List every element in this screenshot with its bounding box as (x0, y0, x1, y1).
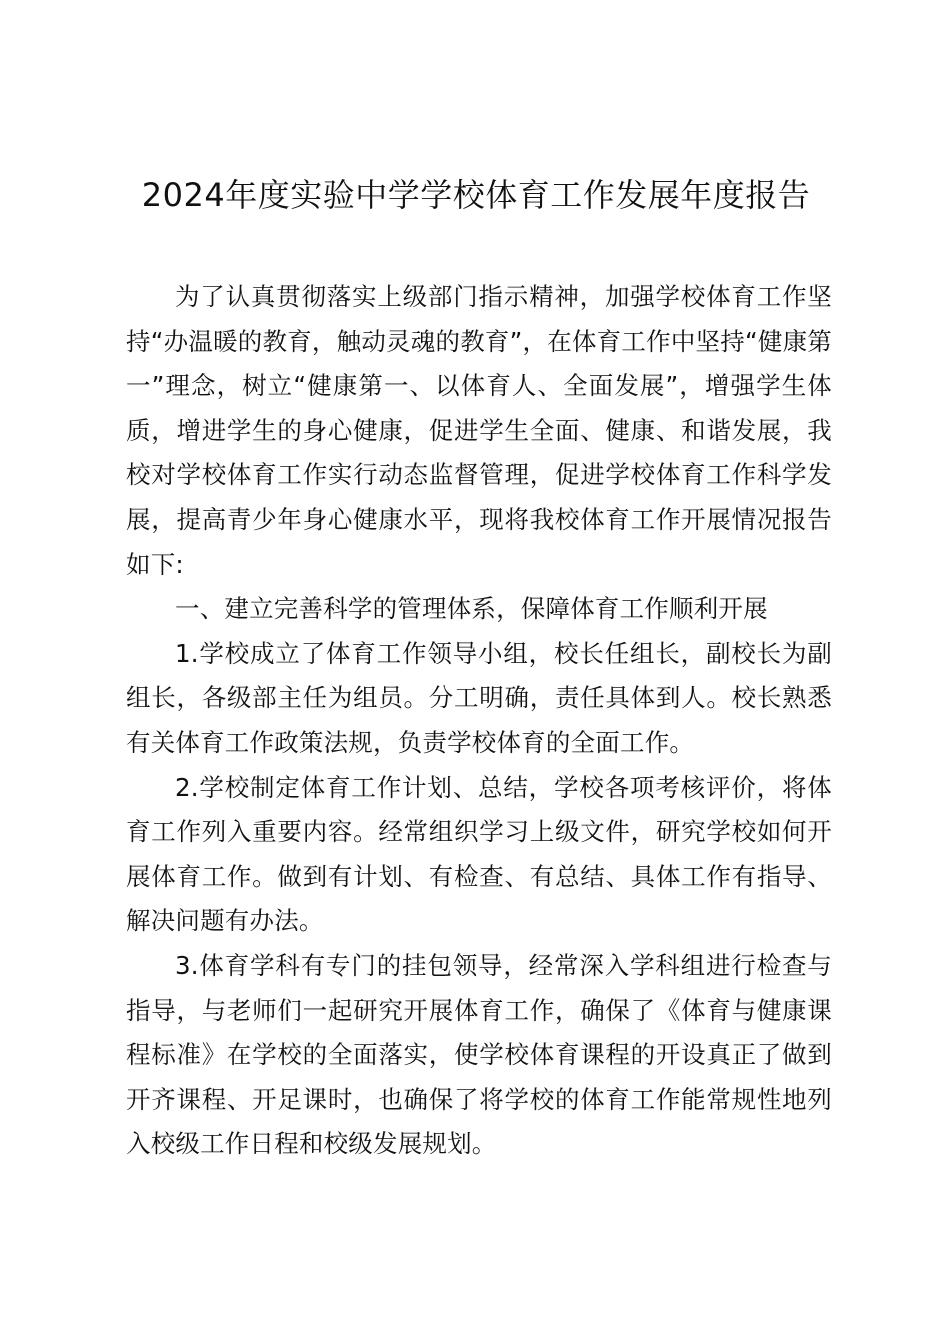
section-heading-1: 一、建立完善科学的管理体系，保障体育工作顺利开展 (175, 594, 768, 624)
document-title: 2024年度实验中学学校体育工作发展年度报告 (141, 176, 811, 214)
document-body (126, 275, 832, 1167)
paragraph-item-2: 2.学校制定体育工作计划、总结，学校各项考核评价，将体育工作列入重要内容。经常组织学习上级文件，研究学校如何开展体育工作。做到有计划、有检查、有总结、具体工作有指导、解决问题有办法。 (126, 772, 832, 936)
paragraph-item-3: 3.体育学科有专门的挂包领导，经常深入学科组进行检查与指导，与老师们一起研究开展体育工作，确保了《体育与健康课程标准》在学校的全面落实，使学校体育课程的开设真正了做到开齐课程、开足课时，也确保了将学校的体育工作能常规性地列入校级工作日程和校级发展规划。 (126, 950, 832, 1159)
paragraph-intro: 为了认真贯彻落实上级部门指示精神，加强学校体育工作坚持“办温暖的教育，触动灵魂的教育”，在体育工作中坚持“健康第一”理念，树立“健康第一、以体育人、全面发展”，增强学生体质，增进学生的身心健康，促进学生全面、健康、和谐发展，我校对学校体育工作实行动态监督管理，促进学校体育工作科学发展，提高青少年身心健康水平，现将我校体育工作开展情况报告如下: (126, 282, 832, 579)
paragraph-item-1: 1.学校成立了体育工作领导小组，校长任组长，副校长为副组长，各级部主任为组员。分工明确，责任具体到人。校长熟悉有关体育工作政策法规，负责学校体育的全面工作。 (126, 638, 832, 757)
